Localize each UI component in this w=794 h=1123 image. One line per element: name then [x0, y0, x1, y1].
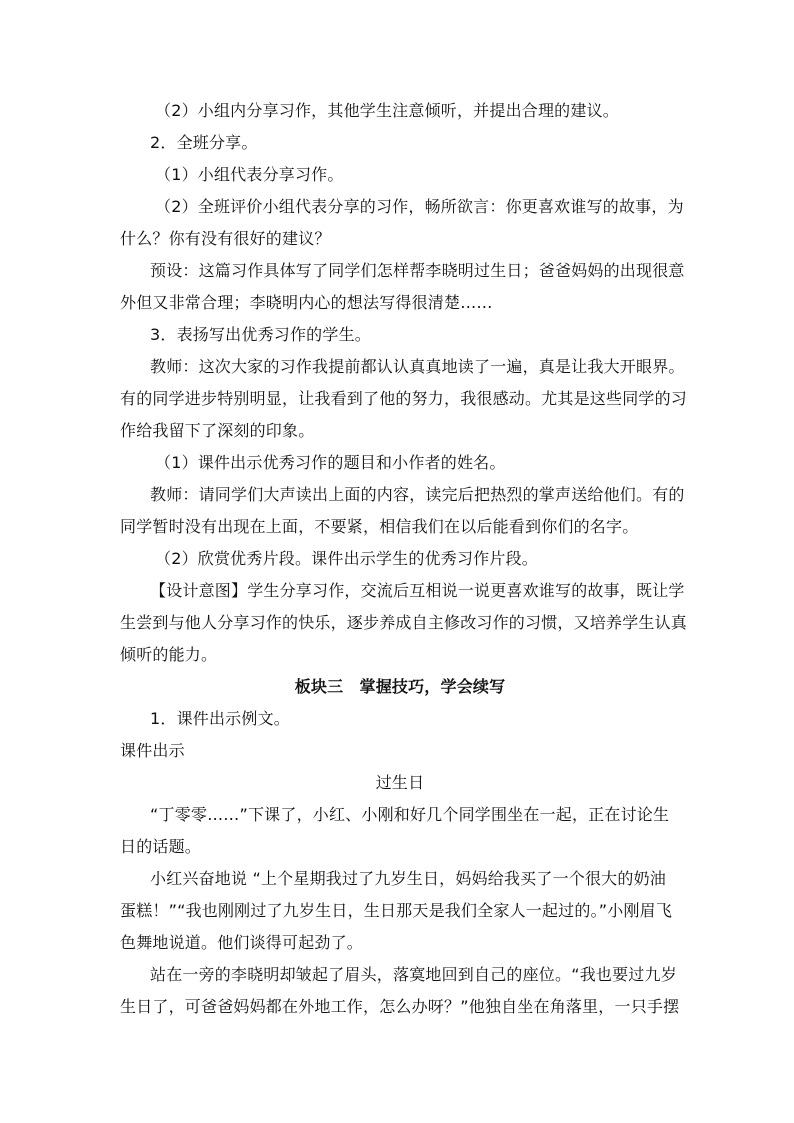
paragraph-line: 有的同学进步特别明显，让我看到了他的努力，我很感动。尤其是这些同学的习: [120, 389, 688, 408]
paragraph-line: （2）全班评价小组代表分享的习作，畅所欲言：你更喜欢谁写的故事，为: [155, 197, 684, 216]
paragraph-line: 小红兴奋地说 “上个星期我过了九岁生日，妈妈给我买了一个很大的奶油: [150, 869, 666, 888]
paragraph-line: 预设：这篇习作具体写了同学们怎样帮李晓明过生日；爸爸妈妈的出现很意: [150, 261, 685, 280]
paragraph-line: 1．课件出示例文。: [150, 709, 290, 728]
paragraph-line: （2）小组内分享习作，其他学生注意倾听，并提出合理的建议。: [155, 101, 619, 120]
paragraph-line: 课件出示: [120, 741, 185, 760]
paragraph-line: 站在一旁的李晓明却皱起了眉头，落寞地回到自己的座位。“我也要过九岁: [150, 965, 677, 984]
paragraph-line: 什么？你有没有很好的建议？: [120, 229, 331, 248]
paragraph-line: 2．全班分享。: [150, 133, 258, 152]
section-heading: 板块三 掌握技巧，学会续写: [294, 677, 506, 696]
example-title: 过生日: [375, 773, 425, 792]
paragraph-line: “丁零零……”下课了，小红、小刚和好几个同学围坐在一起，正在讨论生: [150, 805, 670, 824]
paragraph-line: 教师：这次大家的习作我提前都认认真真地读了一遍，真是让我大开眼界。: [150, 357, 685, 376]
paragraph-line: 倾听的能力。: [120, 645, 218, 664]
paragraph-line: 同学暂时没有出现在上面，不要紧，相信我们在以后能看到你们的名字。: [120, 517, 639, 536]
paragraph-line: 外但又非常合理；李晓明内心的想法写得很清楚……: [120, 293, 493, 312]
paragraph-line: 日的话题。: [120, 837, 202, 856]
paragraph-line: 生日了，可爸爸妈妈都在外地工作，怎么办呀？”他独自坐在角落里，一只手摆: [120, 997, 680, 1016]
paragraph-line: （1）课件出示优秀习作的题目和小作者的姓名。: [155, 453, 506, 472]
paragraph-line: 蛋糕！”“我也刚刚过了九岁生日，生日那天是我们全家人一起过的。”小刚眉飞: [120, 901, 673, 920]
design-intent-line: 【设计意图】学生分享习作，交流后互相说一说更喜欢谁写的故事，既让学: [150, 581, 685, 600]
paragraph-line: 3．表扬写出优秀习作的学生。: [150, 325, 371, 344]
paragraph-line: 生尝到与他人分享习作的快乐，逐步养成自主修改习作的习惯，又培养学生认真: [120, 613, 688, 632]
paragraph-line: 色舞地说道。他们谈得可起劲了。: [120, 933, 364, 952]
paragraph-line: （2）欣赏优秀片段。课件出示学生的优秀习作片段。: [155, 549, 538, 568]
paragraph-line: 作给我留下了深刻的印象。: [120, 421, 315, 440]
paragraph-line: （1）小组代表分享习作。: [155, 165, 344, 184]
paragraph-line: 教师：请同学们大声读出上面的内容，读完后把热烈的掌声送给他们。有的: [150, 485, 685, 504]
